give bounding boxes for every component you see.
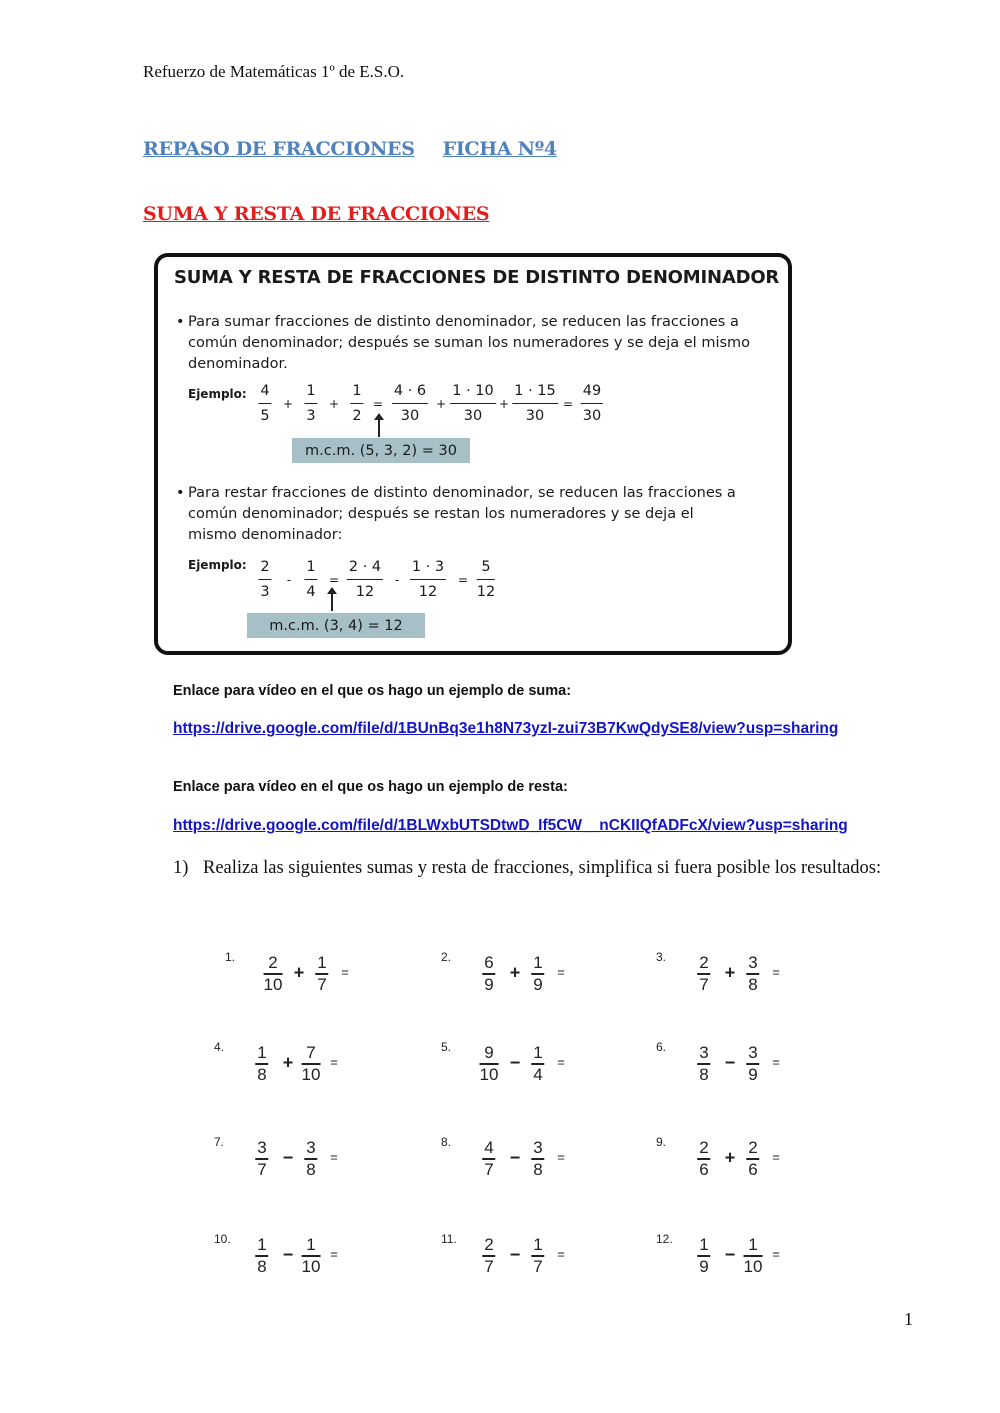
- denominator: 4: [533, 1065, 543, 1084]
- problem-fraction: [746, 1044, 759, 1084]
- fraction-bar: [392, 403, 428, 404]
- problem-number: 5.: [441, 1040, 452, 1054]
- numerator: 2: [260, 559, 270, 575]
- numerator: 2: [268, 953, 278, 972]
- numerator: 1: [306, 559, 316, 575]
- numerator: 4 · 6: [393, 383, 427, 399]
- example-fraction: [392, 381, 428, 426]
- sub-rule-line: común denominador; después se restan los numeradores y se deja el: [188, 506, 694, 522]
- problem-fraction: [482, 954, 495, 994]
- problem-fraction: [531, 1236, 544, 1276]
- problem-fraction: [697, 954, 710, 994]
- problem-fraction: [697, 1236, 710, 1276]
- problem-fraction: [255, 1044, 268, 1084]
- denominator: 7: [484, 1257, 494, 1276]
- bullet-dot: •: [176, 485, 185, 501]
- operator: +: [282, 1052, 294, 1073]
- problem-fraction: [264, 954, 283, 994]
- numerator: 1: [699, 1235, 709, 1254]
- example-fraction: [581, 381, 603, 426]
- numerator: 1: [317, 953, 327, 972]
- denominator: 30: [400, 408, 420, 424]
- fraction-bar: [304, 403, 317, 404]
- fraction-bar: [512, 403, 558, 404]
- sub-rule: [176, 483, 736, 546]
- denominator: 12: [476, 584, 496, 600]
- numerator: 3: [257, 1138, 267, 1157]
- numerator: 1: [352, 383, 362, 399]
- denominator: 7: [699, 975, 709, 994]
- problem-number: 8.: [441, 1135, 452, 1149]
- explanation-box: [154, 253, 792, 655]
- worksheet-title-main: REPASO DE FRACCIONES: [143, 138, 415, 160]
- operator: -: [286, 573, 292, 587]
- example-fraction: [304, 557, 317, 602]
- problem-fraction: [746, 1139, 759, 1179]
- problem-fraction: [697, 1044, 710, 1084]
- numerator: 3: [533, 1138, 543, 1157]
- problem-fraction: [255, 1236, 268, 1276]
- operator: +: [724, 962, 736, 983]
- problem-fraction: [255, 1139, 268, 1179]
- equals-sign: =: [330, 1054, 338, 1070]
- problem-item: [656, 950, 826, 1010]
- operator: +: [509, 962, 521, 983]
- operator: +: [328, 397, 340, 411]
- denominator: 30: [525, 408, 545, 424]
- problem-fraction: [746, 954, 759, 994]
- operator: +: [498, 397, 510, 411]
- operator: −: [282, 1244, 294, 1265]
- numerator: 2: [484, 1235, 494, 1254]
- denominator: 5: [260, 408, 270, 424]
- denominator: 10: [479, 1065, 499, 1084]
- fraction-bar: [347, 579, 383, 580]
- problem-fraction: [531, 1139, 544, 1179]
- example-fraction: [304, 381, 317, 426]
- equals-sign: =: [772, 1149, 780, 1165]
- fraction-bar: [477, 579, 495, 580]
- numerator: 4: [260, 383, 270, 399]
- numerator: 5: [481, 559, 491, 575]
- worksheet-title-ficha: FICHA Nº4: [442, 138, 557, 160]
- problem-item: [441, 1135, 611, 1195]
- fraction-bar: [350, 403, 363, 404]
- operator: -: [394, 573, 400, 587]
- numerator: 3: [699, 1043, 709, 1062]
- sub-example-label: Ejemplo:: [188, 558, 247, 572]
- denominator: 4: [306, 584, 316, 600]
- numerator: 1: [257, 1043, 267, 1062]
- denominator: 7: [484, 1160, 494, 1179]
- problem-item: [656, 1040, 826, 1100]
- operator: −: [509, 1244, 521, 1265]
- fraction-bar: [258, 403, 271, 404]
- numerator: 9: [484, 1043, 494, 1062]
- numerator: 1: [748, 1235, 758, 1254]
- sub-rule-line: Para restar fracciones de distinto denominador, se reducen las fracciones a: [188, 485, 736, 501]
- equals-sign: =: [772, 964, 780, 980]
- denominator: 30: [463, 408, 483, 424]
- denominator: 6: [699, 1160, 709, 1179]
- sum-rule-line: Para sumar fracciones de distinto denominador, se reducen las fracciones a: [188, 314, 739, 330]
- problem-item: [441, 950, 611, 1010]
- fraction-bar: [258, 579, 271, 580]
- numerator: 2: [748, 1138, 758, 1157]
- denominator: 8: [533, 1160, 543, 1179]
- denominator: 12: [418, 584, 438, 600]
- numerator: 49: [582, 383, 602, 399]
- problem-number: 3.: [656, 950, 667, 964]
- operator: −: [509, 1052, 521, 1073]
- denominator: 8: [257, 1065, 267, 1084]
- equals-sign: =: [557, 1149, 565, 1165]
- sum-rule-line: común denominador; después se suman los numeradores y se deja el mismo: [188, 335, 751, 351]
- denominator: 9: [748, 1065, 758, 1084]
- equals-sign: =: [772, 1054, 780, 1070]
- denominator: 8: [748, 975, 758, 994]
- sum-video-label: Enlace para vídeo en el que os hago un ejemplo de suma:: [173, 683, 572, 699]
- denominator: 2: [352, 408, 362, 424]
- numerator: 1: [306, 1235, 316, 1254]
- problem-item: [214, 1232, 384, 1292]
- page-number: 1: [904, 1309, 913, 1329]
- denominator: 7: [257, 1160, 267, 1179]
- numerator: 2 · 4: [348, 559, 382, 575]
- problem-item: [225, 950, 395, 1010]
- denominator: 10: [301, 1065, 321, 1084]
- example-fraction: [258, 557, 271, 602]
- numerator: 1: [257, 1235, 267, 1254]
- operator: −: [724, 1244, 736, 1265]
- mcm-sub: m.c.m. (3, 4) = 12: [247, 613, 425, 638]
- denominator: 6: [748, 1160, 758, 1179]
- problem-fraction: [482, 1236, 495, 1276]
- sum-rule: [176, 312, 751, 375]
- exercise-text: Realiza las siguientes sumas y resta de fracciones, simplifica si fuera posible los resultados:: [203, 858, 882, 878]
- denominator: 9: [699, 1257, 709, 1276]
- problem-number: 9.: [656, 1135, 667, 1149]
- numerator: 4: [484, 1138, 494, 1157]
- numerator: 6: [484, 953, 494, 972]
- explanation-title: SUMA Y RESTA DE FRACCIONES DE DISTINTO DENOMINADOR: [174, 267, 780, 288]
- problem-item: [214, 1040, 384, 1100]
- problem-number: 1.: [225, 950, 236, 964]
- sum-rule-line: denominador.: [188, 356, 288, 372]
- denominator: 7: [317, 975, 327, 994]
- operator: +: [435, 397, 447, 411]
- mcm-arrow-icon: [378, 419, 380, 437]
- denominator: 8: [257, 1257, 267, 1276]
- problem-item: [441, 1232, 611, 1292]
- problem-item: [656, 1135, 826, 1195]
- equals-sign: =: [341, 964, 349, 980]
- denominator: 3: [306, 408, 316, 424]
- example-fraction: [350, 381, 363, 426]
- denominator: 10: [301, 1257, 321, 1276]
- denominator: 10: [743, 1257, 763, 1276]
- numerator: 1: [533, 1235, 543, 1254]
- exercise-number: 1): [173, 858, 189, 878]
- example-fraction: [477, 557, 495, 602]
- problem-item: [656, 1232, 826, 1292]
- equals-sign: =: [557, 964, 565, 980]
- problem-fraction: [302, 1044, 321, 1084]
- problem-number: 4.: [214, 1040, 225, 1054]
- example-fraction: [347, 557, 383, 602]
- fraction-bar: [581, 403, 603, 404]
- operator: +: [724, 1147, 736, 1168]
- problem-number: 6.: [656, 1040, 667, 1054]
- fraction-bar: [410, 579, 446, 580]
- numerator: 1: [533, 953, 543, 972]
- example-fraction: [512, 381, 558, 426]
- sum-example-label: Ejemplo:: [188, 387, 247, 401]
- problem-number: 10.: [214, 1232, 231, 1246]
- example-fraction: [410, 557, 446, 602]
- numerator: 3: [306, 1138, 316, 1157]
- operator: −: [724, 1052, 736, 1073]
- numerator: 1 · 3: [411, 559, 445, 575]
- equals-sign: =: [557, 1054, 565, 1070]
- example-fraction: [450, 381, 496, 426]
- bullet-dot: •: [176, 314, 185, 330]
- denominator: 30: [582, 408, 602, 424]
- denominator: 8: [699, 1065, 709, 1084]
- mcm-arrow-icon: [331, 593, 333, 611]
- example-fraction: [258, 381, 271, 426]
- operator: =: [328, 573, 340, 587]
- problem-number: 7.: [214, 1135, 225, 1149]
- numerator: 1: [306, 383, 316, 399]
- problem-fraction: [531, 1044, 544, 1084]
- sub-rule-line: mismo denominador:: [188, 527, 343, 543]
- numerator: 1 · 15: [514, 383, 556, 399]
- fraction-bar: [450, 403, 496, 404]
- numerator: 3: [748, 1043, 758, 1062]
- denominator: 9: [484, 975, 494, 994]
- mcm-sum: m.c.m. (5, 3, 2) = 30: [292, 438, 470, 463]
- problem-number: 11.: [441, 1232, 457, 1246]
- problem-fraction: [302, 1236, 321, 1276]
- problem-fraction: [315, 954, 328, 994]
- equals-sign: =: [330, 1149, 338, 1165]
- section-title: SUMA Y RESTA DE FRACCIONES: [143, 203, 490, 225]
- page-header: Refuerzo de Matemáticas 1º de E.S.O.: [143, 62, 405, 81]
- problem-fraction: [697, 1139, 710, 1179]
- sub-video-link[interactable]: https://drive.google.com/file/d/1BLWxbUTSDtwD_If5CW__nCKIIQfADFcX/view?usp=sharing: [173, 817, 848, 834]
- numerator: 2: [699, 1138, 709, 1157]
- operator: +: [282, 397, 294, 411]
- operator: =: [372, 397, 384, 411]
- equals-sign: =: [330, 1246, 338, 1262]
- problem-item: [214, 1135, 384, 1195]
- operator: −: [282, 1147, 294, 1168]
- problem-fraction: [531, 954, 544, 994]
- sub-video-label: Enlace para vídeo en el que os hago un ejemplo de resta:: [173, 779, 568, 795]
- operator: +: [293, 962, 305, 983]
- problem-fraction: [480, 1044, 499, 1084]
- denominator: 12: [355, 584, 375, 600]
- problem-fraction: [482, 1139, 495, 1179]
- operator: =: [562, 397, 574, 411]
- problem-item: [441, 1040, 611, 1100]
- fraction-bar: [304, 579, 317, 580]
- operator: −: [509, 1147, 521, 1168]
- numerator: 3: [748, 953, 758, 972]
- denominator: 8: [306, 1160, 316, 1179]
- worksheet-title: [143, 138, 557, 160]
- sum-video-link[interactable]: https://drive.google.com/file/d/1BUnBq3e1h8N73yzI-zui73B7KwQdySE8/view?usp=sharing: [173, 720, 839, 737]
- numerator: 2: [699, 953, 709, 972]
- denominator: 10: [263, 975, 283, 994]
- denominator: 3: [260, 584, 270, 600]
- numerator: 1 · 10: [452, 383, 494, 399]
- denominator: 7: [533, 1257, 543, 1276]
- problem-fraction: [304, 1139, 317, 1179]
- numerator: 7: [306, 1043, 316, 1062]
- operator: =: [457, 573, 469, 587]
- denominator: 9: [533, 975, 543, 994]
- numerator: 1: [533, 1043, 543, 1062]
- problem-number: 12.: [656, 1232, 673, 1246]
- equals-sign: =: [772, 1246, 780, 1262]
- equals-sign: =: [557, 1246, 565, 1262]
- problem-fraction: [744, 1236, 763, 1276]
- problem-number: 2.: [441, 950, 452, 964]
